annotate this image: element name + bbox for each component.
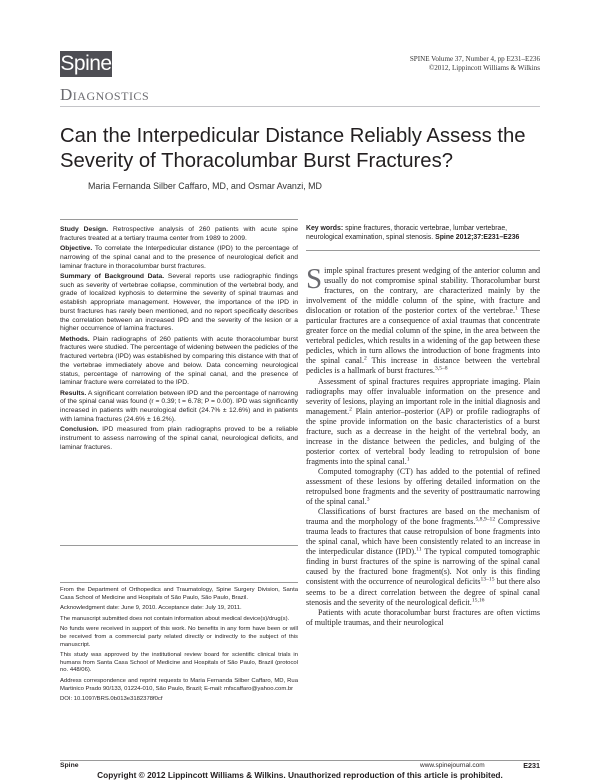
text: Plain radiographs of 260 patients with acute thoracolumbar burst fractures were studied. The percentage of widening between the pedicles of the fractured vertebra (IPD) was established by comparing this distance with that of the vertebrae immediately above and below. Data concerning neurological status, percentage of narrowing of the spinal canal, and the presence of laminar fracture were correlated to the IPD.	[60, 335, 298, 387]
footer-journal: Spine	[60, 762, 79, 769]
text: To correlate the Interpedicular distance (IPD) to the percentage of narrowing of the spinal canal and to the presence of neurological deficit and laminar fracture in thoracolumbar burst fractures.	[60, 245, 299, 270]
footnote-funding: No funds were received in support of this work. No benefits in any form have been or will be received from a commercial party related directly or indirectly to the subject of this manuscript.	[60, 626, 298, 648]
drop-cap: S	[306, 263, 323, 295]
label: Methods.	[60, 335, 90, 343]
label: Summary of Background Data.	[60, 272, 165, 280]
footnote-affiliation: From the Department of Orthopedics and Traumatology, Spine Surgery Division, Santa Casa School of Medicine and Hospitals of São Paulo, São Paulo, Brazil.	[60, 587, 298, 601]
text: The typical computed tomographic finding in burst fractures of the spine is narrowing of the spinal canal caused by the fractured bone fragment(s). Not only is this finding consistent with the occurrence of neurological deficits	[306, 547, 541, 587]
page-number: E231	[523, 761, 540, 770]
journal-copyright-line: ©2012, Lippincott Williams & Wilkins	[428, 64, 540, 72]
abstract-methods	[60, 336, 298, 389]
article-authors: Maria Fernanda Silber Caffaro, MD, and Osmar Avanzi, MD	[88, 181, 322, 191]
text: This increase in distance between the vertebral pedicles is a hallmark of burst fractures.	[306, 356, 540, 376]
citation-ref: 3,5–8	[434, 365, 448, 372]
abstract	[60, 226, 298, 454]
copyright-notice: Copyright © 2012 Lippincott Williams & Wilkins. Unauthorized reproduction of this article is prohibited.	[97, 770, 503, 780]
citation-ref: 2	[349, 405, 352, 412]
keywords-rule	[306, 250, 540, 251]
article-title: Can the Interpedicular Distance Reliably Assess the Severity of Thoracolumbar Burst Fractures?	[60, 125, 526, 172]
text: Several reports use radiographic findings such as severity of vertebrae collapse, comminution of the vertebral body, and grade of localized kyphosis to determine the severity of spinal traumas and establish appropriate management. However, the importance of the IPD in burst fractures has rarely been mentioned, and no report specifically describes the correlation between an increased IPD and the severity of the lesion or a higher occurrence of lamina fractures.	[60, 272, 298, 333]
abstract-study-design	[60, 226, 298, 244]
body-paragraph	[306, 377, 540, 467]
text: A significant correlation between IPD and the percentage of narrowing of the spinal canal was found (r = 0.39; t = 6.78; P = 0.00). IPD was significantly increased in patients with neurological deficit (24.7% ± 12.6%) and in patients with lamina fractures (24.6% ± 16.2%).	[60, 389, 298, 423]
body-paragraph	[306, 608, 540, 628]
citation-ref: 3	[366, 496, 370, 503]
citation-ref: 1	[406, 456, 410, 463]
footnote-irb: This study was approved by the institutional review board for scientific clinical trials in humans from Santa Casa School of Medicine and Hospitals of São Paulo, Brazil (protocol no. 448/06).	[60, 652, 298, 674]
body-paragraph	[306, 263, 540, 377]
abstract-bottom-rule	[60, 545, 298, 546]
citation-ref: 13–15	[480, 576, 495, 583]
label: Study Design.	[60, 226, 109, 233]
footnotes	[60, 587, 298, 707]
footnote-devices: The manuscript submitted does not contain information about medical device(s)/drug(s).	[60, 615, 290, 622]
citation-ref: 5,8,9–12	[475, 516, 496, 523]
label: Objective.	[60, 245, 93, 252]
body-paragraph	[306, 467, 540, 507]
citation-ref: 11	[416, 546, 422, 553]
text: Classifications of burst fractures are based on the mechanism of trauma and the morphology of the bone fragments.	[306, 507, 540, 527]
abstract-results	[60, 390, 298, 425]
footnote-dates: Acknowledgment date: June 9, 2010. Acceptance date: July 19, 2011.	[60, 605, 242, 612]
journal-logo: Spine	[60, 52, 112, 75]
section-divider	[60, 106, 540, 107]
section-title-text: Diagnostics	[60, 85, 150, 104]
journal-info	[340, 55, 540, 73]
citation-ref: 15,16	[471, 596, 485, 603]
article-body	[306, 263, 541, 628]
text: Computed tomography (CT) has added to the potential of refined assessment of these lesions by offering detailed information on the retropulsed bone fragments and the severity of posttraumatic narrowing of the spinal canal.	[306, 466, 540, 507]
body-paragraph	[306, 507, 540, 607]
text: Compressive trauma leads to fractures that cause retropulsion of bone fragments into the spinal canal, which have been consistently related to an increase in the interpedicular distance (IPD).	[306, 517, 541, 557]
abstract-conclusion	[60, 426, 298, 452]
text: Patients with acute thoracolumbar burst fractures are often victims of multiple traumas, and their neurological	[306, 607, 540, 627]
text: IPD measured from plain radiographs proved to be a reliable instrument to assess narrowing of the spinal canal, neurological deficits, and laminar fractures.	[60, 426, 298, 451]
footer-url-link[interactable]: www.spinejournal.com	[420, 762, 485, 769]
text: These particular fractures are a consequence of axial traumas that concentrate greater force on the medial column of the spine, in the area between the vertebral pedicles, which results in a widening of the gap between these pedicles, which in turn allows the introduction of bone fragments into the spinal canal.	[306, 306, 540, 366]
footnote-doi: DOI: 10.1097/BRS.0b013e3182378f0cf	[60, 696, 163, 703]
citation-ref: 2	[364, 355, 367, 362]
text: Retrospective analysis of 260 patients with acute spine fractures treated at a tertiary trauma center from 1989 to 2009.	[60, 226, 298, 242]
section-title	[60, 85, 149, 105]
abstract-background	[60, 273, 298, 334]
keywords-text: spine fractures, thoracic vertebrae, lumbar vertebrae, neurological examination, spinal stenosis.	[306, 225, 508, 241]
footnote-correspondence: Address correspondence and reprint requests to Maria Fernanda Silber Caffaro, MD, Rua Martinico Prado 90/133, 01224-010, São Paulo, Brazil; E-mail: mfscaffaro@yahoo.com.br	[60, 677, 298, 692]
journal-volume-line: SPINE Volume 37, Number 4, pp E231–E236	[409, 55, 540, 63]
text: imple spinal fractures present wedging of the anterior column and usually do not compromise spinal stability. Thoracolumbar burst fractures, on the contrary, are characterized mainly by the involvement of the middle column of the spine, with fracture and dislocation or rotation of the posterior cortex of the vertebrae.	[306, 266, 540, 316]
citation-ref: 1	[514, 305, 518, 312]
keywords	[306, 225, 540, 243]
keywords-label: Key words:	[306, 225, 344, 232]
text: Assessment of spinal fractures requires appropriate imaging. Plain radiographs may offer invaluable information on the presence and severity of lesions, playing an important role in the initial diagnosis and management.	[306, 376, 540, 416]
label: Results.	[60, 389, 87, 397]
text: but there also seems to be a direct correlation between the degree of spinal canal stenosis and the severity of the neurological deficit.	[306, 577, 540, 607]
abstract-objective	[60, 245, 298, 271]
footnotes-rule	[60, 582, 298, 583]
citation: Spine 2012;37:E231–E236	[435, 233, 520, 241]
text: Plain anterior–posterior (AP) or profile radiographs of the spine provide information on the basic characteristics of a burst fracture, such as a decrease in the height of the vertebral body, an increase in the distance between the pedicles, and bulging of the posterior cortex of vertebral body leading to retropulsion of bone fragments into the spinal canal.	[306, 406, 540, 466]
label: Conclusion.	[60, 426, 99, 433]
footer-rule	[60, 760, 540, 761]
abstract-top-rule	[60, 219, 298, 220]
